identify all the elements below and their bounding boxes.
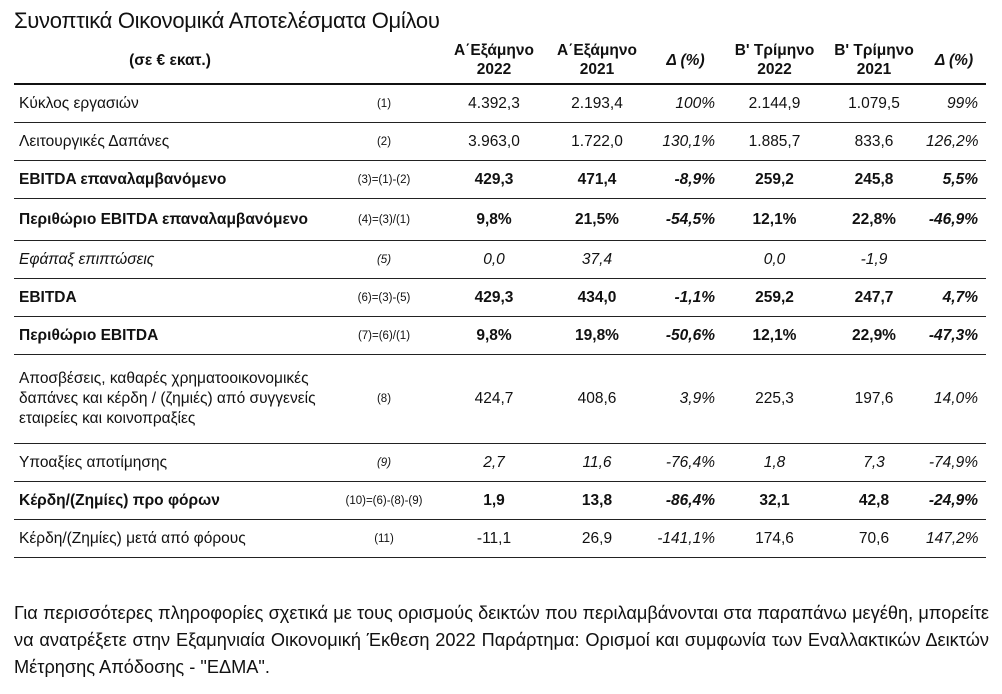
row-ref: (7)=(6)/(1) (326, 317, 442, 355)
cell-delta-1: -76,4% (648, 444, 723, 482)
cell-delta-2: 147,2% (922, 520, 986, 558)
col-header-delta-1: Δ (%) (648, 38, 723, 84)
row-label: Περιθώριο EBITDA (14, 317, 326, 355)
row-ref: (9) (326, 444, 442, 482)
col-header-h1-2021: Α΄Εξάμηνο 2021 (546, 38, 648, 84)
row-ref: (2) (326, 123, 442, 161)
table-row-ebitda (14, 279, 986, 317)
row-ref: (8) (326, 355, 442, 444)
table-row-depreciation-finance (14, 355, 986, 444)
row-ref: (5) (326, 241, 442, 279)
cell-delta-2 (922, 241, 986, 279)
row-label: Κέρδη/(Ζημίες) προ φόρων (14, 482, 326, 520)
cell-q2-2022: 32,1 (723, 482, 826, 520)
cell-delta-1: -86,4% (648, 482, 723, 520)
cell-delta-1 (648, 241, 723, 279)
cell-q2-2022: 12,1% (723, 317, 826, 355)
cell-delta-2: -47,3% (922, 317, 986, 355)
col-header-q2-2022: Β' Τρίμηνο 2022 (723, 38, 826, 84)
cell-delta-2: -74,9% (922, 444, 986, 482)
cell-h1-2021: 1.722,0 (546, 123, 648, 161)
cell-q2-2021: 7,3 (826, 444, 922, 482)
cell-h1-2022: 1,9 (442, 482, 546, 520)
cell-q2-2022: 259,2 (723, 279, 826, 317)
cell-h1-2021: 2.193,4 (546, 84, 648, 123)
page-title: Συνοπτικά Οικονομικά Αποτελέσματα Ομίλου (14, 8, 440, 33)
cell-delta-2: 126,2% (922, 123, 986, 161)
cell-h1-2022: 424,7 (442, 355, 546, 444)
cell-q2-2021: 1.079,5 (826, 84, 922, 123)
cell-h1-2021: 408,6 (546, 355, 648, 444)
row-label: Κέρδη/(Ζημίες) μετά από φόρους (14, 520, 326, 558)
cell-delta-1: -141,1% (648, 520, 723, 558)
cell-q2-2022: 1,8 (723, 444, 826, 482)
col-header-delta-2: Δ (%) (922, 38, 986, 84)
cell-q2-2022: 12,1% (723, 199, 826, 241)
row-ref: (4)=(3)/(1) (326, 199, 442, 241)
row-label: Υποαξίες αποτίμησης (14, 444, 326, 482)
row-ref: (3)=(1)-(2) (326, 161, 442, 199)
cell-q2-2021: 22,9% (826, 317, 922, 355)
row-label: EBITDA (14, 279, 326, 317)
cell-q2-2021: 833,6 (826, 123, 922, 161)
col-header-h1-2022: Α΄Εξάμηνο 2022 (442, 38, 546, 84)
cell-h1-2021: 37,4 (546, 241, 648, 279)
cell-h1-2021: 21,5% (546, 199, 648, 241)
cell-delta-1: 130,1% (648, 123, 723, 161)
cell-delta-2: 4,7% (922, 279, 986, 317)
cell-delta-2: 14,0% (922, 355, 986, 444)
cell-q2-2022: 225,3 (723, 355, 826, 444)
cell-delta-2: 99% (922, 84, 986, 123)
row-ref: (1) (326, 84, 442, 123)
row-label: Αποσβέσεις, καθαρές χρηματοοικονομικές δαπάνες και κέρδη / (ζημιές) από συγγενείς εταιρείες και κοινοπραξίες (14, 355, 326, 444)
row-ref: (10)=(6)-(8)-(9) (326, 482, 442, 520)
cell-delta-1: -54,5% (648, 199, 723, 241)
footnote-text: Για περισσότερες πληροφορίες σχετικά με τους ορισμούς δεικτών που περιλαμβάνονται στα παραπάνω μεγέθη, μπορείτε να ανατρέξετε στην Εξαμηνιαία Οικονομική Έκθεση 2022 Παράρτημα: Ορισμοί και συμφωνία των Εναλλακτικών Δεικτών Μέτρησης Απόδοσης - "ΕΔΜΑ". (14, 603, 989, 677)
cell-q2-2021: 22,8% (826, 199, 922, 241)
table-header-row (14, 38, 986, 84)
table-row-impairments (14, 444, 986, 482)
unit-header: (σε € εκατ.) (14, 38, 326, 84)
cell-h1-2022: 4.392,3 (442, 84, 546, 123)
row-ref: (11) (326, 520, 442, 558)
cell-h1-2021: 26,9 (546, 520, 648, 558)
cell-q2-2022: 259,2 (723, 161, 826, 199)
cell-h1-2022: 429,3 (442, 279, 546, 317)
cell-delta-1: -50,6% (648, 317, 723, 355)
cell-q2-2022: 2.144,9 (723, 84, 826, 123)
table-row-profit-after-tax (14, 520, 986, 558)
cell-h1-2022: 0,0 (442, 241, 546, 279)
cell-q2-2022: 1.885,7 (723, 123, 826, 161)
cell-q2-2021: 70,6 (826, 520, 922, 558)
cell-delta-1: -1,1% (648, 279, 723, 317)
row-label: Εφάπαξ επιπτώσεις (14, 241, 326, 279)
row-label: Λειτουργικές Δαπάνες (14, 123, 326, 161)
cell-h1-2022: 3.963,0 (442, 123, 546, 161)
table-row-recurring-ebitda (14, 161, 986, 199)
cell-q2-2021: -1,9 (826, 241, 922, 279)
cell-h1-2022: 9,8% (442, 199, 546, 241)
cell-q2-2021: 247,7 (826, 279, 922, 317)
cell-delta-1: 3,9% (648, 355, 723, 444)
cell-delta-2: -24,9% (922, 482, 986, 520)
cell-h1-2021: 471,4 (546, 161, 648, 199)
cell-h1-2022: 429,3 (442, 161, 546, 199)
table-row-profit-before-tax (14, 482, 986, 520)
cell-delta-1: 100% (648, 84, 723, 123)
cell-q2-2021: 42,8 (826, 482, 922, 520)
cell-q2-2021: 197,6 (826, 355, 922, 444)
row-label: EBITDA επαναλαμβανόμενο (14, 161, 326, 199)
cell-delta-1: -8,9% (648, 161, 723, 199)
cell-delta-2: -46,9% (922, 199, 986, 241)
cell-h1-2022: 9,8% (442, 317, 546, 355)
col-header-q2-2021: Β' Τρίμηνο 2021 (826, 38, 922, 84)
cell-q2-2022: 0,0 (723, 241, 826, 279)
cell-h1-2021: 11,6 (546, 444, 648, 482)
table-row-ebitda-margin (14, 317, 986, 355)
cell-h1-2022: 2,7 (442, 444, 546, 482)
cell-delta-2: 5,5% (922, 161, 986, 199)
table-row-revenue (14, 84, 986, 123)
ref-header (326, 38, 442, 84)
cell-h1-2021: 19,8% (546, 317, 648, 355)
row-label: Περιθώριο EBITDA επαναλαμβανόμενο (14, 199, 326, 241)
cell-q2-2022: 174,6 (723, 520, 826, 558)
table-row-operating-expenses (14, 123, 986, 161)
cell-h1-2022: -11,1 (442, 520, 546, 558)
table-row-recurring-ebitda-margin (14, 199, 986, 241)
row-label: Κύκλος εργασιών (14, 84, 326, 123)
cell-h1-2021: 13,8 (546, 482, 648, 520)
table-row-one-off-effects (14, 241, 986, 279)
financial-results-table (14, 38, 986, 558)
row-ref: (6)=(3)-(5) (326, 279, 442, 317)
cell-h1-2021: 434,0 (546, 279, 648, 317)
cell-q2-2021: 245,8 (826, 161, 922, 199)
